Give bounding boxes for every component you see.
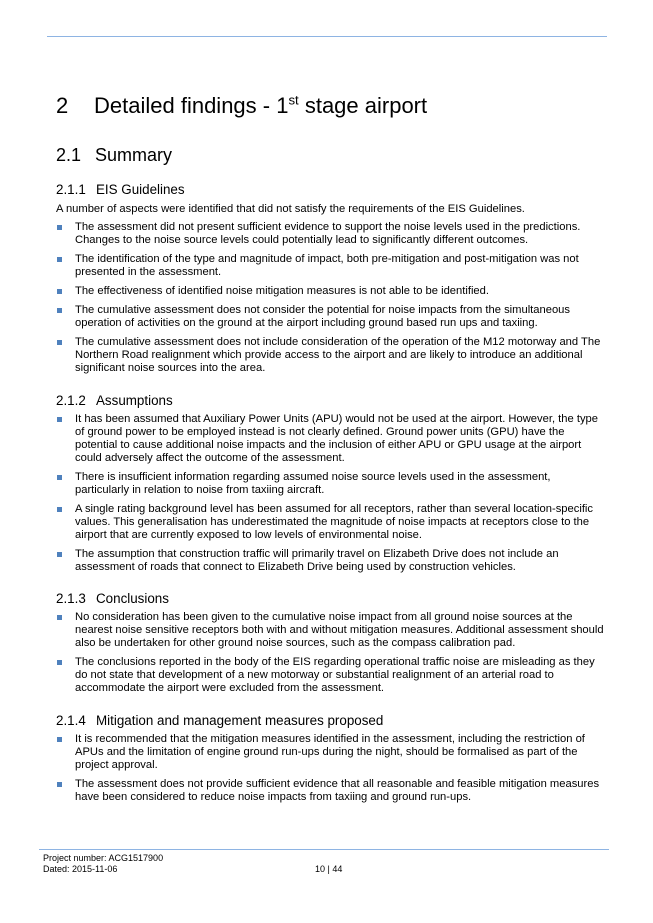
square-bullet-icon bbox=[57, 340, 62, 345]
bullet-text-line: could adversely affect the outcome of the assessment. bbox=[75, 452, 345, 464]
square-bullet-icon bbox=[57, 475, 62, 480]
square-bullet-icon bbox=[57, 737, 62, 742]
bullet-text-line: have been considered to reduce noise impacts from taxiing and ground run-ups. bbox=[75, 791, 472, 803]
subsection-title: Conclusions bbox=[96, 591, 169, 606]
assumptions-list bbox=[56, 413, 601, 580]
bullet-text-line: The assessment did not present sufficient evidence to support the noise levels used in the predictions. bbox=[75, 221, 581, 233]
bullet-text-line: particularly in relation to noise from taxiing aircraft. bbox=[75, 484, 325, 496]
square-bullet-icon bbox=[57, 552, 62, 557]
subsection-number: 2.1.4 bbox=[56, 713, 86, 728]
bullet-text-line: nearest noise sensitive receptors both with and without mitigation measures. Additional assessment should bbox=[75, 624, 604, 636]
subsection-number: 2.1.1 bbox=[56, 182, 86, 197]
bullet-text-line: of ground power to be employed instead is not clearly defined. Ground power units (GPU) have the bbox=[75, 426, 565, 438]
bullet-text-line: The assessment does not provide sufficient evidence that all reasonable and feasible mitigation measures bbox=[75, 778, 600, 790]
chapter-heading bbox=[56, 93, 427, 119]
bullet-text-line: The cumulative assessment does not consider the potential for noise impacts from the simultaneous bbox=[75, 304, 570, 316]
bullet-text-line: There is insufficient information regarding assumed noise source levels used in the assessment, bbox=[75, 471, 551, 483]
bullet-text-line: The assumption that construction traffic will primarily travel on Elizabeth Drive does not include an bbox=[75, 548, 559, 560]
bullet-text-line: accommodate the airport were excluded from the assessment. bbox=[75, 682, 385, 694]
bullet-text-line: The identification of the type and magnitude of impact, both pre-mitigation and post-mitigation was not bbox=[75, 253, 579, 265]
subsection-heading-conclusions bbox=[56, 591, 169, 606]
bullet-item bbox=[56, 413, 601, 465]
bullet-item bbox=[56, 778, 601, 804]
bullet-item bbox=[56, 304, 601, 330]
bullet-text-line: Changes to the noise source levels could potentially lead to significantly different outcomes. bbox=[75, 234, 529, 246]
bullet-item bbox=[56, 503, 601, 542]
square-bullet-icon bbox=[57, 289, 62, 294]
bullet-text-line: values. This generalisation has underestimated the magnitude of noise impacts at receptors close to the bbox=[75, 516, 590, 528]
bullet-text-line: The conclusions reported in the body of the EIS regarding operational traffic noise are misleading as they bbox=[75, 656, 595, 668]
footer-date: Dated: 2015-11-06 bbox=[43, 864, 118, 874]
section-heading bbox=[56, 145, 172, 166]
chapter-title-sup: st bbox=[288, 92, 299, 108]
bullet-text-line: It is recommended that the mitigation measures identified in the assessment, including the restriction of bbox=[75, 733, 585, 745]
bullet-item bbox=[56, 285, 601, 298]
bullet-item bbox=[56, 336, 601, 375]
eis-list bbox=[56, 221, 601, 381]
bullet-item bbox=[56, 221, 601, 247]
bullet-text-line: APUs and the limitation of engine ground run-ups during the night, should be formalised as part of the bbox=[75, 746, 578, 758]
header-rule bbox=[47, 36, 607, 37]
bullet-text-line: project approval. bbox=[75, 759, 158, 771]
bullet-text-line: It has been assumed that Auxiliary Power Units (APU) would not be used at the airport. However, the type bbox=[75, 413, 598, 425]
section-number: 2.1 bbox=[56, 145, 82, 165]
subsection-title: Mitigation and management measures proposed bbox=[96, 713, 384, 728]
subsection-number: 2.1.2 bbox=[56, 393, 86, 408]
bullet-text-line: also be undertaken for other ground noise sources, such as the compass calibration pad. bbox=[75, 637, 516, 649]
footer-project-number: Project number: ACG1517900 bbox=[43, 853, 164, 863]
bullet-text-line: The effectiveness of identified noise mitigation measures is not able to be identified. bbox=[75, 285, 489, 297]
subsection-title: EIS Guidelines bbox=[96, 182, 185, 197]
bullet-text-line: Northern Road realignment which provide access to the airport and are likely to introduce an additional bbox=[75, 349, 583, 361]
bullet-text-line: airport that are currently exposed to low levels of environmental noise. bbox=[75, 529, 422, 541]
square-bullet-icon bbox=[57, 615, 62, 620]
bullet-item bbox=[56, 471, 601, 497]
subsection-heading-mitigation bbox=[56, 713, 383, 728]
square-bullet-icon bbox=[57, 225, 62, 230]
subsection-heading-assumptions bbox=[56, 393, 173, 408]
subsection-heading-eis bbox=[56, 182, 185, 197]
bullet-item bbox=[56, 611, 604, 650]
bullet-text-line: No consideration has been given to the cumulative noise impact from all ground noise sources at the bbox=[75, 611, 573, 623]
bullet-text-line: operation of activities on the ground at the airport including ground based run ups and taxiing. bbox=[75, 317, 538, 329]
bullet-item bbox=[56, 548, 601, 574]
chapter-title-after: stage airport bbox=[298, 93, 428, 118]
square-bullet-icon bbox=[57, 417, 62, 422]
bullet-text-line: presented in the assessment. bbox=[75, 266, 222, 278]
chapter-number: 2 bbox=[56, 93, 69, 118]
bullet-text-line: do not state that development of a new motorway or substantial realignment of an arterial road to bbox=[75, 669, 554, 681]
bullet-text-line: assessment of roads that connect to Elizabeth Drive being used by construction vehicles. bbox=[75, 561, 516, 573]
subsection-title: Assumptions bbox=[96, 393, 173, 408]
square-bullet-icon bbox=[57, 308, 62, 313]
eis-intro: A number of aspects were identified that did not satisfy the requirements of the EIS Guidelines. bbox=[56, 203, 525, 215]
square-bullet-icon bbox=[57, 782, 62, 787]
bullet-text-line: significant noise sources into the area. bbox=[75, 362, 266, 374]
bullet-text-line: The cumulative assessment does not include consideration of the operation of the M12 motorway and The bbox=[75, 336, 601, 348]
mitigation-list bbox=[56, 733, 601, 810]
footer-page-number: 10 | 44 bbox=[315, 864, 343, 874]
chapter-title-before: Detailed findings - 1 bbox=[94, 93, 289, 118]
square-bullet-icon bbox=[57, 660, 62, 665]
footer-rule bbox=[39, 849, 609, 850]
bullet-item bbox=[56, 253, 601, 279]
section-title: Summary bbox=[95, 145, 173, 165]
subsection-number: 2.1.3 bbox=[56, 591, 86, 606]
square-bullet-icon bbox=[57, 257, 62, 262]
bullet-text-line: potential to cause additional noise impacts and the inclusion of either APU or GPU usage at the airport bbox=[75, 439, 582, 451]
bullet-item bbox=[56, 733, 601, 772]
bullet-text-line: A single rating background level has been assumed for all receptors, rather than several location-specific bbox=[75, 503, 594, 515]
conclusions-list bbox=[56, 611, 604, 701]
square-bullet-icon bbox=[57, 507, 62, 512]
bullet-item bbox=[56, 656, 601, 695]
